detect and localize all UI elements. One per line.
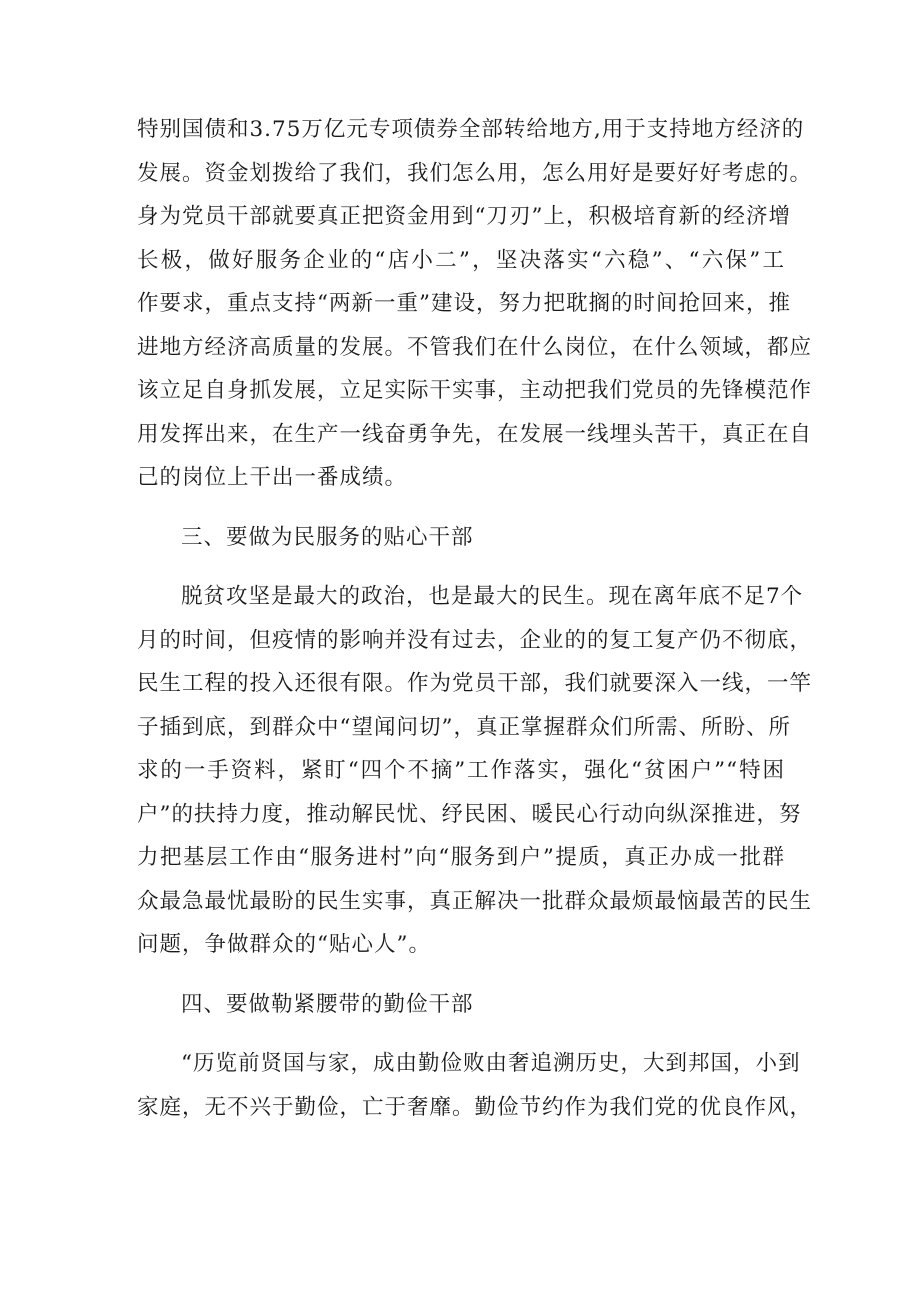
paragraph-spacer xyxy=(137,500,785,516)
text-line: 力把基层工作由“服务进村”向“服务到户”提质，真正办成一批群 xyxy=(137,845,785,870)
text-line: 问题，争做群众的“贴心人”。 xyxy=(137,932,431,957)
text-line: 己的岗位上干出一番成绩。 xyxy=(137,465,408,490)
text-line: 民生工程的投入还很有限。作为党员干部，我们就要深入一线，一竿 xyxy=(137,671,813,696)
paragraph-economic-development xyxy=(137,108,813,500)
text-line: 进地方经济高质量的发展。不管我们在什么岗位，在什么领域，都应 xyxy=(137,334,813,360)
paragraph-people-service xyxy=(137,575,813,967)
text-line: 求的一手资料，紧盯“四个不摘”工作落实，强化“贫困户”“特困 xyxy=(137,758,785,783)
text-line: 发展。资金划拨给了我们，我们怎么用，怎么用好是要好好考虑的。 xyxy=(137,160,813,186)
text-line: 特别国债和3.75万亿元专项债券全部转给地方,用于支持地方经济的 xyxy=(137,117,805,142)
text-line: “历览前贤国与家，成由勤俭败由奢追溯历史，大到邦国，小到 xyxy=(181,1051,801,1076)
text-line: 用发挥出来，在生产一线奋勇争先，在发展一线埋头苦干，真正在自 xyxy=(137,421,813,447)
text-line: 作要求，重点支持“两新一重”建设，努力把耽搁的时间抢回来，推 xyxy=(137,291,791,316)
text-line: 众最急最忧最盼的民生实事，真正解决一批群众最烦最恼最苦的民生 xyxy=(137,888,813,914)
text-line: 家庭，无不兴于勤俭，亡于奢靡。勤俭节约作为我们党的优良作风， xyxy=(137,1094,813,1120)
paragraph-spacer xyxy=(137,559,785,575)
section-heading-4 xyxy=(137,983,785,1027)
text-line: 月的时间，但疫情的影响并没有过去，企业的的复工复产仍不彻底， xyxy=(137,627,813,653)
paragraph-spacer xyxy=(137,967,785,983)
document-body xyxy=(137,108,813,1129)
text-line: 长极，做好服务企业的“店小二”，坚决落实“六稳”、“六保”工 xyxy=(137,247,785,273)
paragraph-frugality xyxy=(137,1042,813,1129)
text-line: 身为党员干部就要真正把资金用到“刀刃”上，积极培育新的经济增 xyxy=(137,204,791,229)
paragraph-spacer xyxy=(137,1026,785,1042)
section-heading-text: 三、要做为民服务的贴心干部 xyxy=(181,524,474,550)
text-line: 子插到底，到群众中“望闻问切”，真正掌握群众们所需、所盼、所 xyxy=(137,714,791,740)
text-line: 该立足自身抓发展，立足实际干实事，主动把我们党员的先锋模范作 xyxy=(137,378,813,403)
section-heading-text: 四、要做勒紧腰带的勤俭干部 xyxy=(181,991,474,1017)
text-line: 脱贫攻坚是最大的政治，也是最大的民生。现在离年底不足7个 xyxy=(181,584,804,609)
section-heading-3 xyxy=(137,516,785,560)
text-line: 户”的扶持力度，推动解民忧、纾民困、暖民心行动向纵深推进，努 xyxy=(137,801,802,827)
